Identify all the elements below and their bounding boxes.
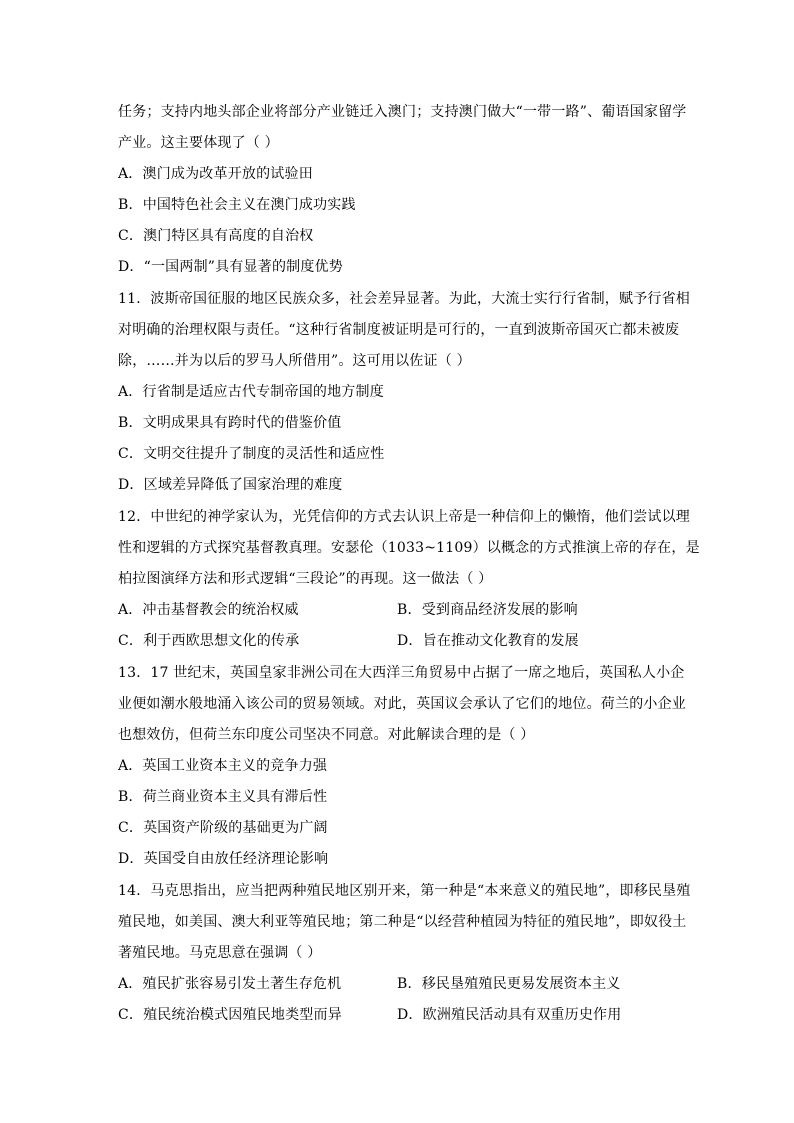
- q13-stem-line-3: 也想效仿，但荷兰东印度公司坚决不同意。对此解读合理的是（ ）: [118, 727, 535, 743]
- q14-option-a[interactable]: A．殖民扩张容易引发土著生存危机: [118, 976, 342, 992]
- q12-option-d[interactable]: D．旨在推动文化教育的发展: [397, 633, 579, 649]
- q11-option-d[interactable]: D．区域差异降低了国家治理的难度: [118, 477, 343, 493]
- q14-option-b[interactable]: B．移民垦殖殖民更易发展资本主义: [397, 976, 621, 992]
- q12-stem-line-2: 性和逻辑的方式探究基督教真理。安瑟伦（1033~1109）以概念的方式推演上帝的存在，是: [118, 540, 700, 556]
- q11-stem-line-2: 对明确的治理权限与责任。“这种行省制度被证明是可行的，一直到波斯帝国灭亡都未被废: [118, 322, 680, 338]
- q13-option-d[interactable]: D．英国受自由放任经济理论影响: [118, 851, 329, 867]
- q13-stem-line-2: 业便如潮水般地涌入该公司的贸易领域。对此，英国议会承认了它们的地位。荷兰的小企业: [118, 696, 686, 712]
- q14-stem-line-2: 殖民地，如美国、澳大利亚等殖民地；第二种是“以经营种植园为特征的殖民地”，即奴役土: [118, 914, 687, 930]
- q13-option-b[interactable]: B．荷兰商业资本主义具有滞后性: [118, 789, 328, 805]
- q13-option-c[interactable]: C．英国资产阶级的基础更为广阔: [118, 820, 328, 836]
- q14-option-c[interactable]: C．殖民统治模式因殖民地类型而异: [118, 1007, 342, 1023]
- q13-stem-line-1: 13．17 世纪末，英国皇家非洲公司在大西洋三角贸易中占据了一席之地后，英国私人小企: [118, 665, 685, 681]
- q12-option-c[interactable]: C．利于西欧思想文化的传承: [118, 633, 300, 649]
- q11-stem-line-3: 除，……并为以后的罗马人所借用”。这可用以佐证（ ）: [118, 353, 471, 369]
- q13-option-a[interactable]: A．英国工业资本主义的竞争力强: [118, 758, 328, 774]
- q12-option-b[interactable]: B．受到商品经济发展的影响: [397, 602, 578, 618]
- q14-stem-line-3: 著殖民地。马克思意在强调（ ）: [118, 945, 322, 961]
- q10-option-b[interactable]: B．中国特色社会主义在澳门成功实践: [118, 197, 356, 213]
- q11-option-c[interactable]: C．文明交往提升了制度的灵活性和适应性: [118, 446, 385, 462]
- q10-stem-line-1: 任务；支持内地头部企业将部分产业链迁入澳门；支持澳门做大“一带一路”、葡语国家留学: [118, 104, 687, 120]
- q10-stem-line-2: 产业。这主要体现了（ ）: [118, 135, 279, 151]
- q14-option-d[interactable]: D．欧洲殖民活动具有双重历史作用: [397, 1007, 622, 1023]
- q10-option-c[interactable]: C．澳门特区具有高度的自治权: [118, 228, 314, 244]
- q12-option-a[interactable]: A．冲击基督教会的统治权威: [118, 602, 299, 618]
- q12-stem-line-1: 12．中世纪的神学家认为，光凭信仰的方式去认识上帝是一种信仰上的懒惰，他们尝试以理: [118, 509, 691, 525]
- q10-option-a[interactable]: A．澳门成为改革开放的试验田: [118, 166, 313, 182]
- q12-stem-line-3: 柏拉图演绎方法和形式逻辑“三段论”的再现。这一做法（ ）: [118, 571, 493, 587]
- q11-option-a[interactable]: A．行省制是适应古代专制帝国的地方制度: [118, 384, 384, 400]
- q11-stem-line-1: 11．波斯帝国征服的地区民族众多，社会差异显著。为此，大流士实行行省制，赋予行省相: [118, 291, 691, 307]
- q11-option-b[interactable]: B．文明成果具有跨时代的借鉴价值: [118, 415, 342, 431]
- q14-stem-line-1: 14．马克思指出，应当把两种殖民地区别开来，第一种是“本来意义的殖民地”，即移民垦殖: [118, 883, 691, 899]
- q10-option-d[interactable]: D．“一国两制”具有显著的制度优势: [118, 259, 343, 275]
